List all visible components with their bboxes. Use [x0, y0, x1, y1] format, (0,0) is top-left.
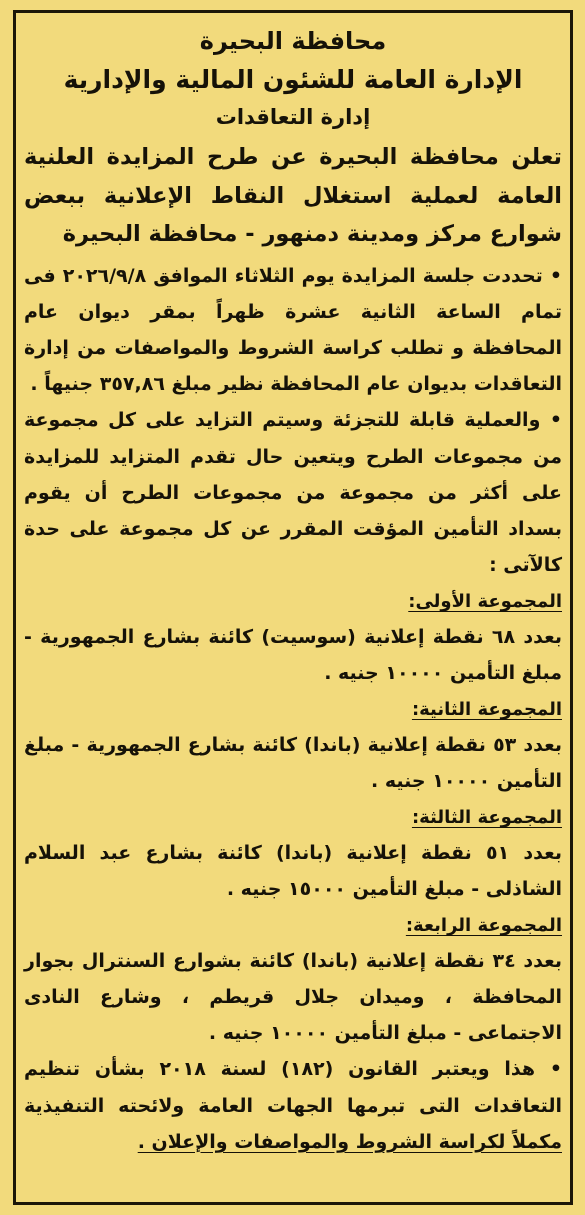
group-4-title: المجموعة الرابعة: — [405, 915, 562, 937]
group-3-title: المجموعة الثالثة: — [411, 807, 562, 829]
closing-underlined-text: مكملاً لكراسة الشروط والمواصفات والإعلان . — [137, 1130, 562, 1153]
group-1 — [24, 587, 562, 691]
group-1-body: بعدد ٦٨ نقطة إعلانية (سوسيت) كائنة بشارع الجمهورية - مبلغ التأمين ١٠٠٠٠ جنيه . — [24, 626, 562, 685]
group-2-title: المجموعة الثانية: — [411, 699, 562, 721]
partition-paragraph: • والعملية قابلة للتجزئة وسيتم التزايد على كل مجموعة من مجموعات الطرح ويتعين حال تقدم المتزايد للمزايدة على أكثر من مجموعة من مجموعات الطرح أن يقوم بسداد التأمين المؤقت المقرر عن كل مجموعة على حدة كالآتى : — [24, 409, 562, 577]
announcement-intro: تعلن محافظة البحيرة عن طرح المزايدة العلنية العامة لعملية استغلال النقاط الإعلانية ببعض شوارع مركز ومدينة دمنهور - محافظة البحيرة — [24, 144, 562, 247]
session-paragraph: • تحددت جلسة المزايدة يوم الثلاثاء الموافق ٢٠٢٦/٩/٨ فى تمام الساعة الثانية عشرة ظهراً بمقر ديوان عام المحافظة و تطلب كراسة الشروط والمواصفات من إدارة التعاقدات بديوان عام المحافظة نظير مبلغ ٣٥٧,٨٦ جنيهاً . — [24, 264, 562, 396]
group-3 — [24, 803, 562, 907]
group-3-body: بعدد ٥١ نقطة إعلانية (باندا) كائنة بشارع عبد السلام الشاذلى - مبلغ التأمين ١٥٠٠٠ جنيه . — [24, 842, 563, 901]
closing-text: • هذا ويعتبر القانون (١٨٢) لسنة ٢٠١٨ بشأن تنظيم التعاقدات التى تبرمها الجهات العامة ولائحته التنفيذية — [24, 1058, 562, 1117]
group-2-body: بعدد ٥٣ نقطة إعلانية (باندا) كائنة بشارع الجمهورية - مبلغ التأمين ١٠٠٠٠ جنيه . — [24, 734, 563, 793]
group-4-body: بعدد ٣٤ نقطة إعلانية (باندا) كائنة بشوارع السنترال بجوار المحافظة ، وميدان جلال قريطم ، وشارع النادى الاجتماعى - مبلغ التأمين ١٠٠٠٠ جنيه . — [24, 950, 563, 1045]
section-title: إدارة التعاقدات — [215, 105, 371, 129]
group-2 — [24, 695, 562, 799]
group-4 — [24, 911, 562, 1051]
department-title: الإدارة العامة للشئون المالية والإدارية — [63, 65, 523, 94]
closing-paragraph — [24, 1051, 562, 1160]
authority-title: محافظة البحيرة — [199, 27, 387, 55]
group-1-title: المجموعة الأولى: — [408, 591, 562, 613]
notice-content — [24, 22, 562, 1160]
